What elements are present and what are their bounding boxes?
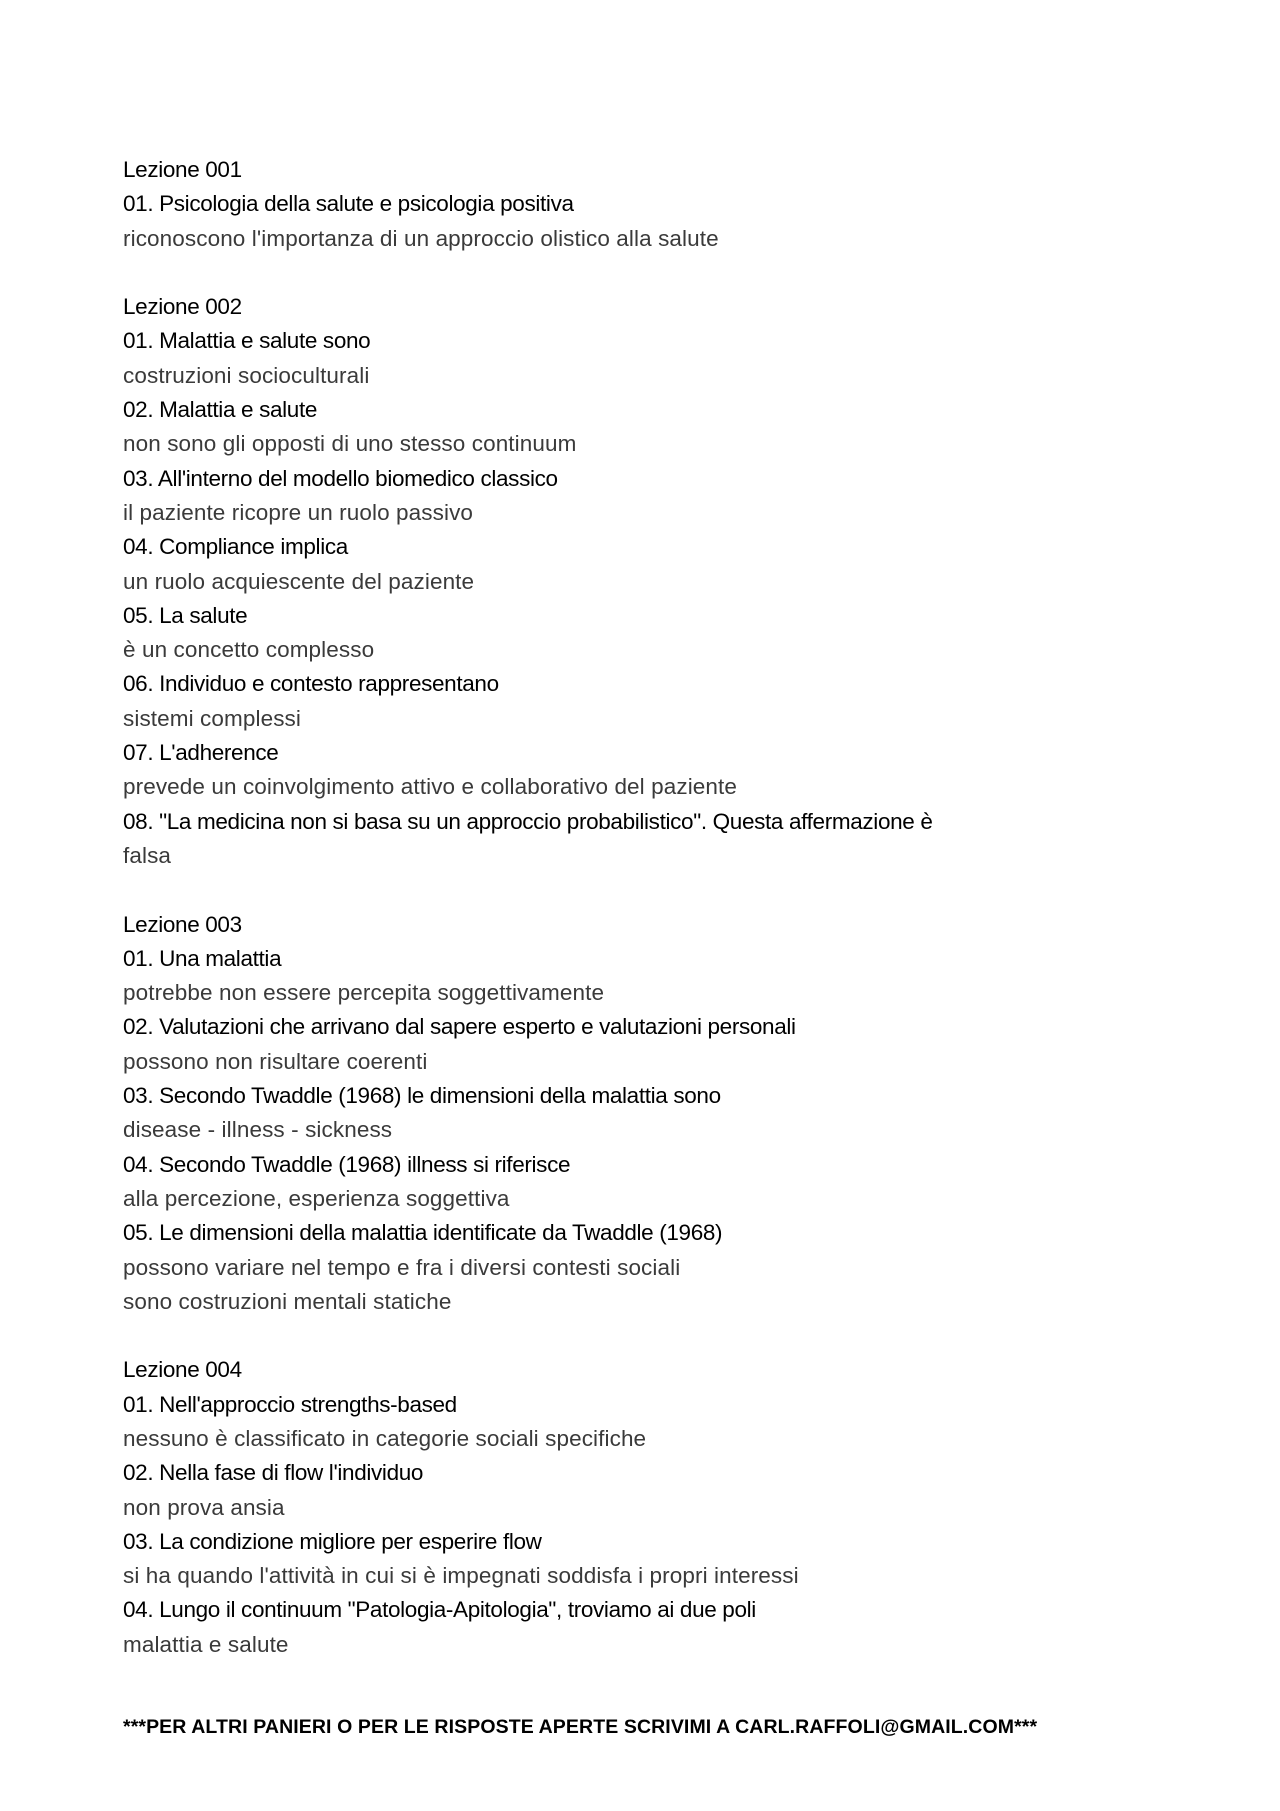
- lesson-title: Lezione 003: [123, 911, 242, 937]
- question-text: 05. La salute: [123, 602, 248, 628]
- answer-text: è un concetto complesso: [123, 637, 375, 663]
- answer-text: possono non risultare coerenti: [123, 1048, 428, 1074]
- answer-text: sistemi complessi: [123, 705, 301, 731]
- question-text: 04. Compliance implica: [123, 534, 348, 560]
- lesson-section: [123, 290, 1183, 873]
- document-body: [123, 153, 1183, 1662]
- answer-text: falsa: [123, 842, 172, 868]
- question-text: 02. Malattia e salute: [123, 397, 318, 423]
- answer-text: sono costruzioni mentali statiche: [123, 1288, 452, 1314]
- answer-text: si ha quando l'attività in cui si è impegnati soddisfa i propri interessi: [123, 1563, 799, 1589]
- footer-note: ***PER ALTRI PANIERI O PER LE RISPOSTE APERTE SCRIVIMI A CARL.RAFFOLI@GMAIL.COM***: [123, 1716, 1038, 1738]
- question-text: 03. La condizione migliore per esperire flow: [123, 1528, 542, 1554]
- question-text: 08. "La medicina non si basa su un approccio probabilistico". Questa affermazione è: [123, 808, 933, 834]
- section-spacer: [123, 873, 1183, 907]
- question-text: 02. Nella fase di flow l'individuo: [123, 1460, 424, 1486]
- lesson-section: [123, 153, 1183, 256]
- question-text: 02. Valutazioni che arrivano dal sapere esperto e valutazioni personali: [123, 1014, 796, 1040]
- lesson-section: [123, 1353, 1183, 1662]
- question-text: 05. Le dimensioni della malattia identificate da Twaddle (1968): [123, 1220, 723, 1246]
- answer-text: non prova ansia: [123, 1494, 285, 1520]
- question-text: 07. L'adherence: [123, 740, 279, 766]
- lesson-section: [123, 908, 1183, 1320]
- question-text: 04. Lungo il continuum "Patologia-Apitologia", troviamo ai due poli: [123, 1597, 756, 1623]
- question-text: 03. Secondo Twaddle (1968) le dimensioni della malattia sono: [123, 1083, 721, 1109]
- answer-text: potrebbe non essere percepita soggettivamente: [123, 980, 605, 1006]
- answer-text: un ruolo acquiescente del paziente: [123, 568, 475, 594]
- section-spacer: [123, 1319, 1183, 1353]
- answer-text: disease - illness - sickness: [123, 1117, 393, 1143]
- lesson-title: Lezione 001: [123, 157, 242, 182]
- question-text: 01. Malattia e salute sono: [123, 328, 371, 354]
- answer-text: nessuno è classificato in categorie sociali specifiche: [123, 1425, 647, 1451]
- answer-text: alla percezione, esperienza soggettiva: [123, 1185, 510, 1211]
- answer-text: riconoscono l'importanza di un approccio olistico alla salute: [123, 225, 719, 251]
- answer-text: possono variare nel tempo e fra i diversi contesti sociali: [123, 1254, 681, 1280]
- answer-text: prevede un coinvolgimento attivo e collaborativo del paziente: [123, 774, 737, 800]
- answer-text: malattia e salute: [123, 1631, 289, 1657]
- question-text: 06. Individuo e contesto rappresentano: [123, 671, 499, 697]
- question-text: 01. Nell'approccio strengths-based: [123, 1391, 457, 1417]
- question-text: 01. Una malattia: [123, 945, 282, 971]
- answer-text: costruzioni socioculturali: [123, 362, 370, 388]
- question-text: 04. Secondo Twaddle (1968) illness si riferisce: [123, 1151, 571, 1177]
- section-spacer: [123, 256, 1183, 290]
- lesson-title: Lezione 002: [123, 294, 242, 320]
- answer-text: il paziente ricopre un ruolo passivo: [123, 499, 474, 525]
- question-text: 03. All'interno del modello biomedico classico: [123, 465, 558, 491]
- answer-text: non sono gli opposti di uno stesso continuum: [123, 431, 577, 457]
- question-text: 01. Psicologia della salute e psicologia positiva: [123, 191, 574, 217]
- lesson-title: Lezione 004: [123, 1357, 242, 1383]
